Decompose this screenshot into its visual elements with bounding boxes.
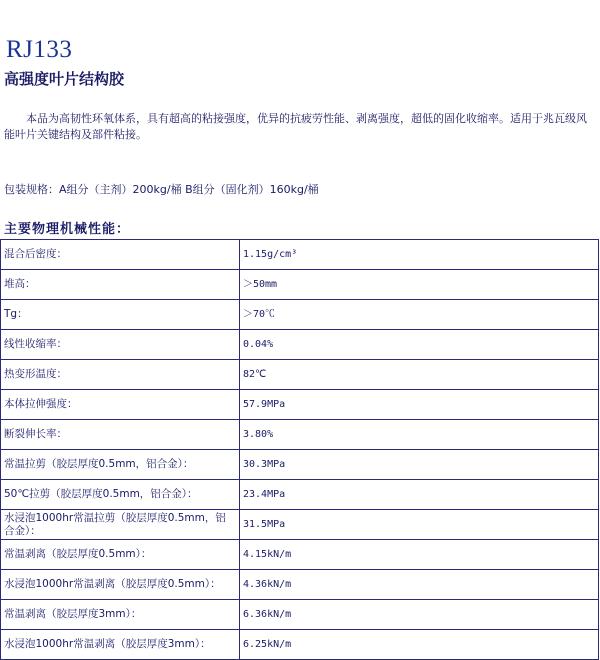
- property-name: 线性收缩率：: [1, 330, 240, 360]
- table-row: [1, 360, 599, 390]
- table-row: [1, 480, 599, 510]
- property-name: 混合后密度：: [1, 240, 240, 270]
- property-name: 水浸泡1000hr常温剥离（胶层厚度0.5mm）：: [1, 570, 240, 600]
- table-row: [1, 300, 599, 330]
- property-value: ＞70℃: [240, 300, 599, 330]
- property-value: 82℃: [240, 360, 599, 390]
- property-value: 57.9MPa: [240, 390, 599, 420]
- property-name: 断裂伸长率：: [1, 420, 240, 450]
- property-value: 4.15kN/m: [240, 540, 599, 570]
- packing-spec: 包装规格：A组分（主剂）200kg/桶 B组分（固化剂）160kg/桶: [4, 183, 319, 196]
- properties-table: [0, 239, 599, 660]
- product-description: 本品为高韧性环氧体系，具有超高的粘接强度，优异的抗疲劳性能、剥离强度，超低的固化收缩率。适用于兆瓦级风能叶片关键结构及部件粘接。: [4, 112, 587, 141]
- property-value: 6.25kN/m: [240, 630, 599, 660]
- property-name: 50℃拉剪（胶层厚度0.5mm，铝合金）：: [1, 480, 240, 510]
- table-row: [1, 510, 599, 540]
- property-value: 0.04%: [240, 330, 599, 360]
- property-name: 水浸泡1000hr常温拉剪（胶层厚度0.5mm，铝合金）：: [1, 510, 240, 540]
- property-value: 1.15g/cm³: [240, 240, 599, 270]
- property-name: 热变形温度：: [1, 360, 240, 390]
- table-row: [1, 570, 599, 600]
- product-code: RJ133: [6, 36, 73, 63]
- property-name: 常温剥离（胶层厚度0.5mm）：: [1, 540, 240, 570]
- property-name: 水浸泡1000hr常温剥离（胶层厚度3mm）：: [1, 630, 240, 660]
- property-name: 常温拉剪（胶层厚度0.5mm，铝合金）：: [1, 450, 240, 480]
- property-name: 堆高：: [1, 270, 240, 300]
- property-value: 6.36kN/m: [240, 600, 599, 630]
- table-row: [1, 420, 599, 450]
- table-row: [1, 390, 599, 420]
- table-row: [1, 330, 599, 360]
- table-row: [1, 450, 599, 480]
- property-value: 31.5MPa: [240, 510, 599, 540]
- table-row: [1, 270, 599, 300]
- property-name: Tg：: [1, 300, 240, 330]
- table-row: [1, 540, 599, 570]
- property-value: 23.4MPa: [240, 480, 599, 510]
- table-row: [1, 600, 599, 630]
- product-name: 高强度叶片结构胶: [4, 70, 125, 88]
- property-value: 30.3MPa: [240, 450, 599, 480]
- table-row: [1, 240, 599, 270]
- property-value: 4.36kN/m: [240, 570, 599, 600]
- property-name: 本体拉伸强度：: [1, 390, 240, 420]
- property-name: 常温剥离（胶层厚度3mm）：: [1, 600, 240, 630]
- properties-heading: 主要物理机械性能：: [4, 222, 131, 237]
- table-row: [1, 630, 599, 660]
- property-value: ＞50mm: [240, 270, 599, 300]
- property-value: 3.80%: [240, 420, 599, 450]
